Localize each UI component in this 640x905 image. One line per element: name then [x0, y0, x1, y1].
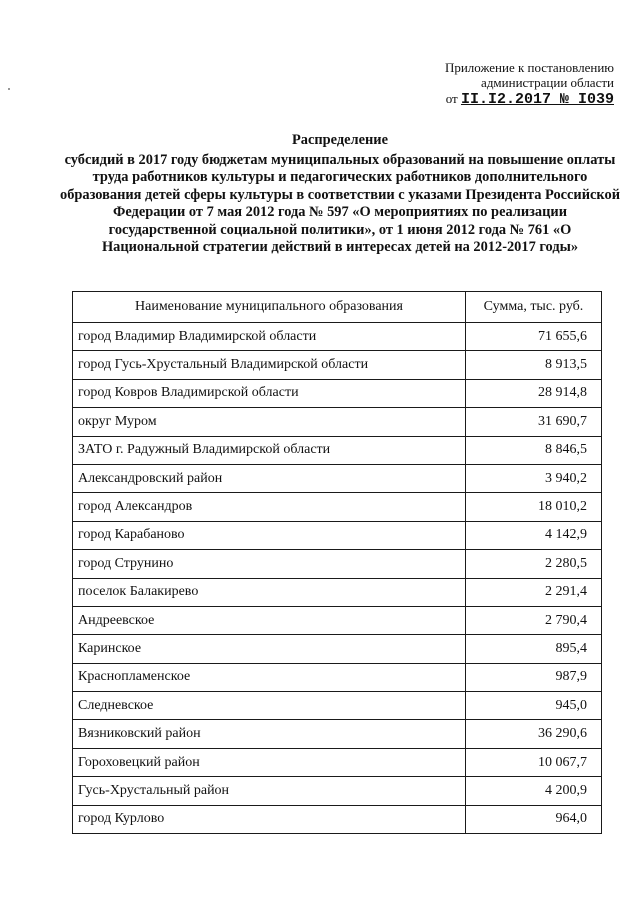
subsidy-sum: 945,0: [466, 692, 602, 720]
subsidy-sum: 28 914,8: [466, 379, 602, 407]
subsidy-sum: 2 790,4: [466, 606, 602, 634]
table-row: [73, 748, 602, 776]
table-row: [73, 606, 602, 634]
subsidy-sum: 3 940,2: [466, 464, 602, 492]
subsidy-sum: 31 690,7: [466, 408, 602, 436]
municipality-name: Каринское: [73, 635, 466, 663]
subsidy-sum: 987,9: [466, 663, 602, 691]
municipality-name: поселок Балакирево: [73, 578, 466, 606]
subsidy-sum: 18 010,2: [466, 493, 602, 521]
table-row: [73, 493, 602, 521]
date-prefix: от: [445, 91, 458, 106]
table-row: [73, 408, 602, 436]
table-row: [73, 521, 602, 549]
municipality-name: ЗАТО г. Радужный Владимирской области: [73, 436, 466, 464]
appendix-line-1: Приложение к постановлению: [444, 60, 614, 75]
subsidy-sum: 8 913,5: [466, 351, 602, 379]
table-row: [73, 464, 602, 492]
subsidy-sum: 71 655,6: [466, 323, 602, 351]
municipality-name: город Карабаново: [73, 521, 466, 549]
subsidy-sum: 4 142,9: [466, 521, 602, 549]
table-row: [73, 436, 602, 464]
table-row: [73, 663, 602, 691]
column-header-sum: Сумма, тыс. руб.: [466, 292, 602, 323]
municipality-name: Александровский район: [73, 464, 466, 492]
municipality-name: Следневское: [73, 692, 466, 720]
municipality-name: город Ковров Владимирской области: [73, 379, 466, 407]
subsidy-sum: 2 280,5: [466, 550, 602, 578]
municipality-name: город Гусь-Хрустальный Владимирской области: [73, 351, 466, 379]
column-header-name: Наименование муниципального образования: [73, 292, 466, 323]
municipality-name: округ Муром: [73, 408, 466, 436]
subsidy-sum: 4 200,9: [466, 777, 602, 805]
date-and-number: II.I2.2017 № I039: [460, 91, 614, 108]
table-row: [73, 805, 602, 833]
subsidy-sum: 36 290,6: [466, 720, 602, 748]
table-row: [73, 635, 602, 663]
municipality-name: город Струнино: [73, 550, 466, 578]
subsidy-sum: 964,0: [466, 805, 602, 833]
appendix-line-2: администрации области: [481, 75, 614, 90]
document-title: [60, 132, 620, 257]
subsidies-table: [72, 291, 602, 834]
municipality-name: Андреевское: [73, 606, 466, 634]
municipality-name: Вязниковский район: [73, 720, 466, 748]
title-subtitle: субсидий в 2017 году бюджетам муниципальных образований на повышение оплаты труда работников культуры и педагогических работников дополнительного образования детей сферы культуры в соответствии с указами Президента Российской Федерации от 7 мая 2012 года № 597 «О мероприятиях по реализации государственной социальной политики», от 1 июня 2012 года № 761 «О Национальной стратегии действий в интересах детей на 2012-2017 годы»: [60, 151, 620, 255]
table-row: [73, 323, 602, 351]
subsidy-sum: 895,4: [466, 635, 602, 663]
subsidy-sum: 2 291,4: [466, 578, 602, 606]
appendix-date-line: [445, 91, 614, 107]
municipality-name: город Владимир Владимирской области: [73, 323, 466, 351]
municipality-name: город Курлово: [73, 805, 466, 833]
table-body: [73, 323, 602, 834]
appendix-header: [445, 60, 614, 107]
table-row: [73, 692, 602, 720]
table-row: [73, 351, 602, 379]
table-row: [73, 550, 602, 578]
title-heading: Распределение: [292, 132, 388, 148]
table-row: [73, 379, 602, 407]
municipality-name: Гусь-Хрустальный район: [73, 777, 466, 805]
municipality-name: Гороховецкий район: [73, 748, 466, 776]
table-row: [73, 720, 602, 748]
subsidy-sum: 10 067,7: [466, 748, 602, 776]
municipality-name: Краснопламенское: [73, 663, 466, 691]
municipality-name: город Александров: [73, 493, 466, 521]
table-row: [73, 578, 602, 606]
table-row: [73, 777, 602, 805]
scan-speck: [8, 88, 10, 90]
subsidy-sum: 8 846,5: [466, 436, 602, 464]
table-header-row: [73, 292, 602, 323]
